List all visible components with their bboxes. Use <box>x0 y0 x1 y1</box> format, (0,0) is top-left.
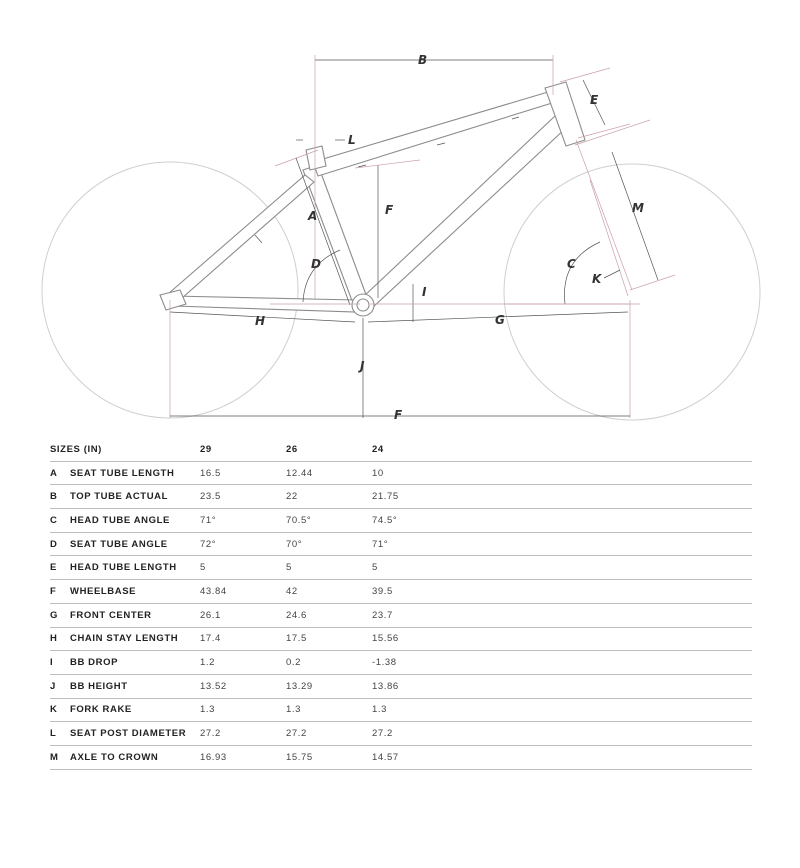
table-row <box>50 722 752 746</box>
table-row <box>50 509 752 533</box>
row-spacer <box>458 556 752 580</box>
value-size-24: 5 <box>372 556 458 580</box>
table-row <box>50 674 752 698</box>
table-row <box>50 698 752 722</box>
row-spacer <box>458 532 752 556</box>
label-b: B <box>418 53 428 67</box>
value-size-26: 15.75 <box>286 745 372 769</box>
value-size-29: 16.93 <box>200 745 286 769</box>
value-size-24: -1.38 <box>372 651 458 675</box>
table-row <box>50 651 752 675</box>
row-code: E <box>50 556 70 580</box>
value-size-24: 13.86 <box>372 674 458 698</box>
value-size-26: 70.5° <box>286 509 372 533</box>
row-name: SEAT TUBE ANGLE <box>70 532 200 556</box>
value-size-29: 16.5 <box>200 461 286 485</box>
table-header-row <box>50 438 752 461</box>
row-code: J <box>50 674 70 698</box>
label-g: G <box>495 313 505 327</box>
value-size-29: 1.3 <box>200 698 286 722</box>
table-row <box>50 603 752 627</box>
row-code: A <box>50 461 70 485</box>
size-29-header: 29 <box>200 438 286 461</box>
row-spacer <box>458 509 752 533</box>
table-row <box>50 580 752 604</box>
value-size-24: 23.7 <box>372 603 458 627</box>
row-name: HEAD TUBE LENGTH <box>70 556 200 580</box>
value-size-29: 13.52 <box>200 674 286 698</box>
label-c: C <box>567 257 576 271</box>
row-name: BB DROP <box>70 651 200 675</box>
value-size-26: 42 <box>286 580 372 604</box>
row-name: HEAD TUBE ANGLE <box>70 509 200 533</box>
sizes-header: SIZES (IN) <box>50 438 200 461</box>
label-a: A <box>308 209 318 223</box>
table-row <box>50 461 752 485</box>
row-name: TOP TUBE ACTUAL <box>70 485 200 509</box>
row-spacer <box>458 698 752 722</box>
label-d: D <box>311 257 321 271</box>
row-spacer <box>458 485 752 509</box>
value-size-26: 12.44 <box>286 461 372 485</box>
row-spacer <box>458 603 752 627</box>
row-code: C <box>50 509 70 533</box>
value-size-26: 70° <box>286 532 372 556</box>
value-size-24: 1.3 <box>372 698 458 722</box>
geometry-table <box>50 438 752 770</box>
label-f-wheelbase: F <box>394 408 403 422</box>
row-name: WHEELBASE <box>70 580 200 604</box>
value-size-26: 27.2 <box>286 722 372 746</box>
value-size-26: 5 <box>286 556 372 580</box>
value-size-24: 14.57 <box>372 745 458 769</box>
row-name: FRONT CENTER <box>70 603 200 627</box>
row-spacer <box>458 722 752 746</box>
geometry-table-body <box>50 461 752 769</box>
row-name: BB HEIGHT <box>70 674 200 698</box>
row-spacer <box>458 651 752 675</box>
value-size-26: 17.5 <box>286 627 372 651</box>
value-size-29: 27.2 <box>200 722 286 746</box>
row-name: SEAT TUBE LENGTH <box>70 461 200 485</box>
value-size-29: 5 <box>200 556 286 580</box>
size-24-header: 24 <box>372 438 458 461</box>
row-code: G <box>50 603 70 627</box>
row-spacer <box>458 627 752 651</box>
label-j: J <box>360 359 365 373</box>
value-size-29: 26.1 <box>200 603 286 627</box>
row-code: B <box>50 485 70 509</box>
value-size-29: 43.84 <box>200 580 286 604</box>
value-size-26: 0.2 <box>286 651 372 675</box>
value-size-29: 17.4 <box>200 627 286 651</box>
row-code: M <box>50 745 70 769</box>
value-size-24: 39.5 <box>372 580 458 604</box>
label-l: L <box>348 133 356 147</box>
row-name: CHAIN STAY LENGTH <box>70 627 200 651</box>
value-size-24: 71° <box>372 532 458 556</box>
label-i: I <box>422 285 427 299</box>
value-size-24: 27.2 <box>372 722 458 746</box>
row-code: D <box>50 532 70 556</box>
row-spacer <box>458 674 752 698</box>
row-spacer <box>458 461 752 485</box>
row-spacer <box>458 580 752 604</box>
row-name: AXLE TO CROWN <box>70 745 200 769</box>
bike-frame <box>160 82 585 316</box>
value-size-26: 1.3 <box>286 698 372 722</box>
value-size-29: 72° <box>200 532 286 556</box>
value-size-29: 71° <box>200 509 286 533</box>
table-row <box>50 627 752 651</box>
row-spacer <box>458 745 752 769</box>
row-name: SEAT POST DIAMETER <box>70 722 200 746</box>
table-row <box>50 485 752 509</box>
size-26-header: 26 <box>286 438 372 461</box>
value-size-26: 13.29 <box>286 674 372 698</box>
value-size-24: 10 <box>372 461 458 485</box>
value-size-24: 74.5° <box>372 509 458 533</box>
value-size-29: 1.2 <box>200 651 286 675</box>
row-code: L <box>50 722 70 746</box>
bike-geometry-diagram <box>0 0 800 430</box>
row-code: F <box>50 580 70 604</box>
value-size-26: 22 <box>286 485 372 509</box>
table-row <box>50 532 752 556</box>
table-row <box>50 745 752 769</box>
row-code: H <box>50 627 70 651</box>
label-m: M <box>632 201 644 215</box>
value-size-24: 15.56 <box>372 627 458 651</box>
value-size-26: 24.6 <box>286 603 372 627</box>
row-code: K <box>50 698 70 722</box>
row-code: I <box>50 651 70 675</box>
label-k: K <box>592 272 602 286</box>
value-size-29: 23.5 <box>200 485 286 509</box>
label-h: H <box>255 314 266 328</box>
spacer-header <box>458 438 752 461</box>
label-e: E <box>590 93 599 107</box>
label-f-vertical: F <box>385 203 394 217</box>
table-row <box>50 556 752 580</box>
value-size-24: 21.75 <box>372 485 458 509</box>
row-name: FORK RAKE <box>70 698 200 722</box>
